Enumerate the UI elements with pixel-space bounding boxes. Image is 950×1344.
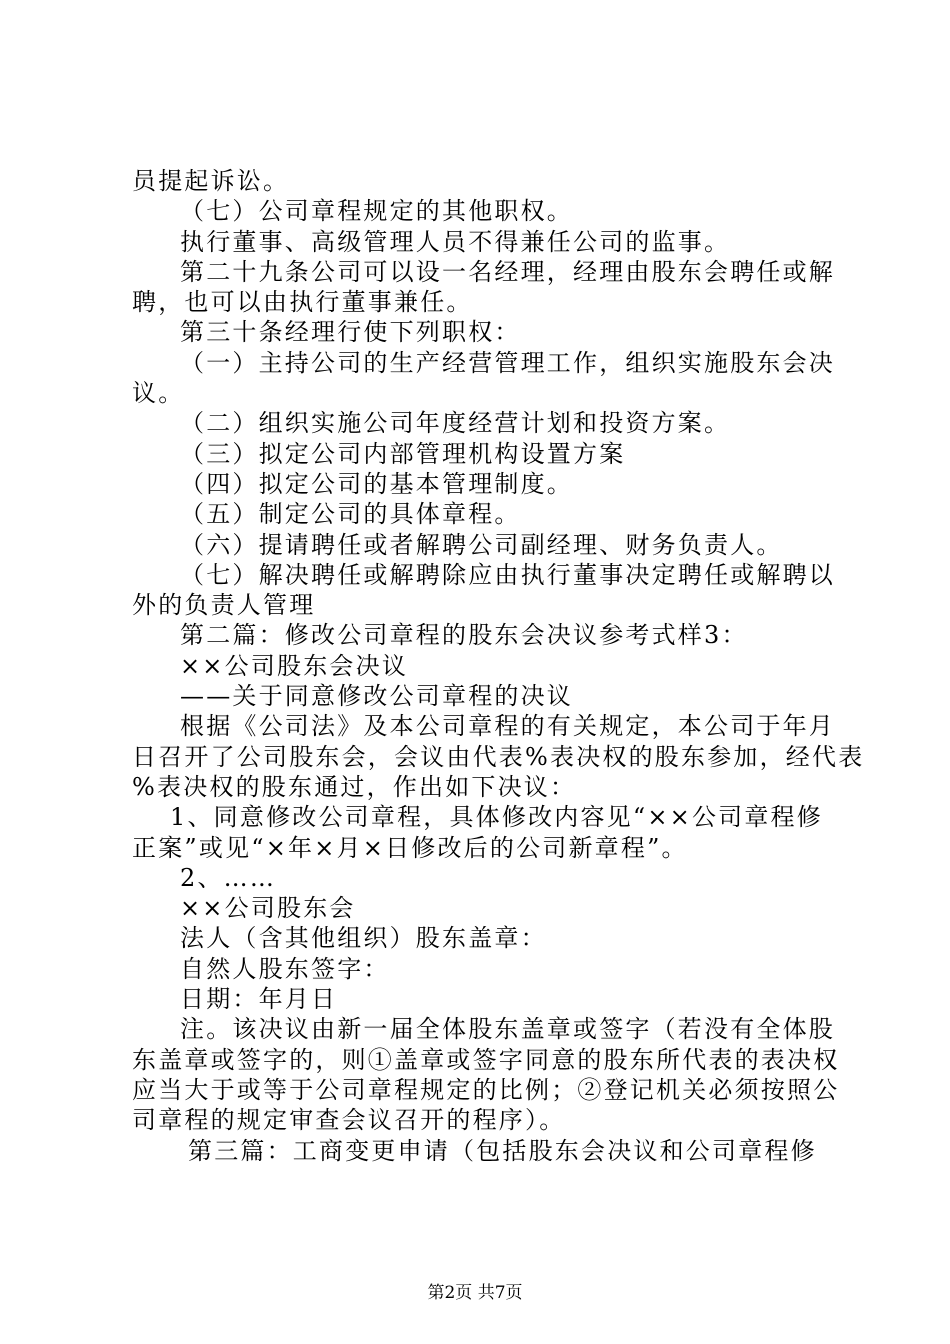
resolution-title: ××公司股东会决议 (180, 651, 409, 680)
text-line: 员提起诉讼。 (132, 167, 290, 195)
text-line: 2、…… (180, 863, 277, 892)
text-line: 注。该决议由新一届全体股东盖章或签字（若没有全体股 (180, 1015, 835, 1044)
text-line: （二）组织实施公司年度经营计划和投资方案。 (180, 409, 731, 438)
text-line: （三）拟定公司内部管理机构设置方案 (180, 439, 626, 468)
text-line: （六）提请聘任或者解聘公司副经理、财务负责人。 (180, 530, 783, 559)
text-line: 议。 (132, 379, 185, 408)
resolution-subtitle: ——关于同意修改公司章程的决议 (180, 682, 573, 711)
signature-sign-line: 自然人股东签字： (180, 954, 390, 983)
text-line: 应当大于或等于公司章程规定的比例；②登记机关必须按照公 (132, 1075, 840, 1104)
text-line: （四）拟定公司的基本管理制度。 (180, 469, 573, 498)
text-line: %表决权的股东通过，作出如下决议： (132, 772, 577, 801)
text-line: 聘，也可以由执行董事兼任。 (132, 288, 473, 317)
page-footer: 第2页 共7页 (427, 1283, 523, 1303)
date-line: 日期：年月日 (180, 985, 338, 1014)
text-line: 司章程的规定审查会议召开的程序）。 (132, 1106, 566, 1135)
text-line: 外的负责人管理 (132, 591, 316, 620)
section-heading: 第三篇：工商变更申请（包括股东会决议和公司章程修 (188, 1136, 817, 1165)
signature-seal-line: 法人（含其他组织）股东盖章： (180, 924, 547, 953)
text-line: 执行董事、高级管理人员不得兼任公司的监事。 (180, 227, 731, 256)
text-line: 第三十条经理行使下列职权： (180, 318, 521, 347)
text-line: （一）主持公司的生产经营管理工作，组织实施股东会决 (180, 348, 835, 377)
document-body (132, 166, 865, 1166)
text-line: 正案”或见“×年×月×日修改后的公司新章程”。 (132, 833, 688, 862)
text-line: 根据《公司法》及本公司章程的有关规定，本公司于年月 (180, 712, 835, 741)
text-line: 日召开了公司股东会，会议由代表%表决权的股东参加，经代表 (132, 742, 865, 771)
text-line: 1、同意修改公司章程，具体修改内容见“××公司章程修 (170, 803, 823, 832)
section-heading: 第二篇：修改公司章程的股东会决议参考式样3： (180, 621, 748, 650)
text-line: （七）解决聘任或解聘除应由执行董事决定聘任或解聘以 (180, 560, 835, 589)
signature-org: ××公司股东会 (180, 894, 356, 923)
text-line: （七）公司章程规定的其他职权。 (180, 197, 573, 226)
text-line: （五）制定公司的具体章程。 (180, 500, 521, 529)
text-line: 东盖章或签字的，则①盖章或签字同意的股东所代表的表决权 (132, 1045, 840, 1074)
text-line: 第二十九条公司可以设一名经理，经理由股东会聘任或解 (180, 257, 835, 286)
